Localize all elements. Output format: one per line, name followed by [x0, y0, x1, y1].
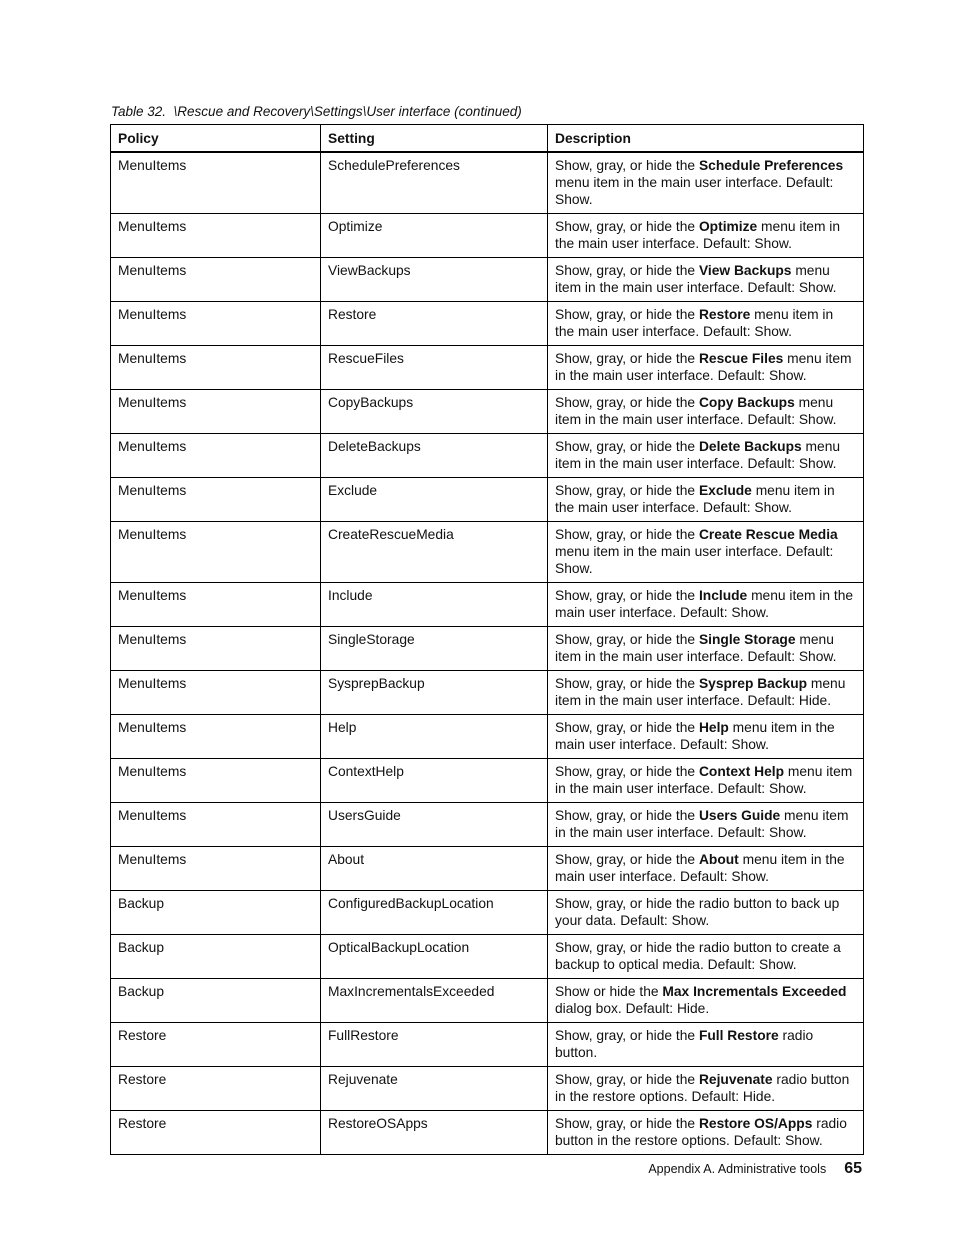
menu-item-name: Create Rescue Media — [698, 527, 838, 542]
setting-cell: SchedulePreferences — [321, 152, 548, 214]
setting-cell: About — [321, 847, 548, 891]
policy-cell: MenuItems — [111, 346, 321, 390]
menu-item-name: Exclude — [698, 483, 752, 498]
description-text: menu item in the main user interface. Default: Show. — [555, 263, 837, 295]
description-cell — [548, 759, 864, 803]
description-text: radio button. — [555, 1028, 814, 1060]
table-row — [111, 803, 864, 847]
table-row — [111, 847, 864, 891]
header-policy: Policy — [111, 125, 321, 153]
setting-cell: OpticalBackupLocation — [321, 935, 548, 979]
menu-item-name: Context Help — [698, 764, 785, 779]
description-text: Show, gray, or hide the — [555, 351, 699, 366]
description-text: menu item in the main user interface. Default: Hide. — [555, 676, 846, 708]
description-text: Show, gray, or hide the — [555, 158, 699, 173]
table-row — [111, 979, 864, 1023]
setting-cell: CopyBackups — [321, 390, 548, 434]
policy-cell: MenuItems — [111, 214, 321, 258]
description-cell — [548, 627, 864, 671]
setting-cell: Exclude — [321, 478, 548, 522]
menu-item-name: About — [698, 852, 739, 867]
description-text: menu item in the main user interface. Default: Show. — [555, 175, 834, 207]
table-row — [111, 434, 864, 478]
description-cell — [548, 214, 864, 258]
menu-item-name: Max Incrementals Exceeded — [662, 984, 847, 999]
policy-cell: Backup — [111, 979, 321, 1023]
table-row — [111, 583, 864, 627]
menu-item-name: Full Restore — [698, 1028, 779, 1043]
header-description: Description — [548, 125, 864, 153]
policy-cell: Restore — [111, 1067, 321, 1111]
description-cell — [548, 935, 864, 979]
table-row — [111, 1067, 864, 1111]
header-row — [111, 125, 864, 153]
policy-cell: MenuItems — [111, 847, 321, 891]
description-text: menu item in the main user interface. Default: Show. — [555, 808, 849, 840]
table-row — [111, 214, 864, 258]
description-text: Show, gray, or hide the — [555, 764, 699, 779]
setting-cell: Help — [321, 715, 548, 759]
setting-cell: Optimize — [321, 214, 548, 258]
policy-table — [110, 124, 864, 1155]
setting-cell: FullRestore — [321, 1023, 548, 1067]
table-header — [111, 125, 864, 153]
footer-chapter-title: Appendix A. Administrative tools — [648, 1162, 827, 1176]
description-cell — [548, 1111, 864, 1155]
description-cell — [548, 522, 864, 583]
menu-item-name: Sysprep Backup — [698, 676, 808, 691]
menu-item-name: Help — [698, 720, 729, 735]
table-row — [111, 522, 864, 583]
policy-cell: MenuItems — [111, 759, 321, 803]
description-cell — [548, 891, 864, 935]
description-text: Show, gray, or hide the — [555, 632, 699, 647]
description-text: Show or hide the — [555, 984, 663, 999]
header-setting: Setting — [321, 125, 548, 153]
table-row — [111, 759, 864, 803]
description-text: radio button in the restore options. Default: Show. — [555, 1116, 847, 1148]
policy-cell: Backup — [111, 891, 321, 935]
description-text: Show, gray, or hide the — [555, 1072, 699, 1087]
table-caption: Table 32. \Rescue and Recovery\Settings\User interface (continued) — [111, 104, 522, 119]
policy-cell: Restore — [111, 1023, 321, 1067]
description-text: Show, gray, or hide the — [555, 395, 699, 410]
description-cell — [548, 302, 864, 346]
setting-cell: DeleteBackups — [321, 434, 548, 478]
description-cell — [548, 847, 864, 891]
menu-item-name: Users Guide — [698, 808, 781, 823]
table-row — [111, 1111, 864, 1155]
policy-cell: MenuItems — [111, 390, 321, 434]
menu-item-name: Rejuvenate — [698, 1072, 773, 1087]
page-number: 65 — [844, 1160, 862, 1177]
description-text: Show, gray, or hide the — [555, 527, 699, 542]
policy-cell: MenuItems — [111, 671, 321, 715]
setting-cell: ViewBackups — [321, 258, 548, 302]
policy-cell: MenuItems — [111, 302, 321, 346]
description-text: Show, gray, or hide the — [555, 852, 699, 867]
setting-cell: UsersGuide — [321, 803, 548, 847]
description-text: menu item in the main user interface. Default: Show. — [555, 544, 834, 576]
description-cell — [548, 152, 864, 214]
table-row — [111, 671, 864, 715]
policy-cell: Restore — [111, 1111, 321, 1155]
table-row — [111, 152, 864, 214]
menu-item-name: Restore — [698, 307, 751, 322]
description-text: Show, gray, or hide the — [555, 808, 699, 823]
menu-item-name: View Backups — [698, 263, 792, 278]
page-footer — [648, 1160, 862, 1178]
description-text: menu item in the main user interface. Default: Show. — [555, 483, 835, 515]
menu-item-name: Restore OS/Apps — [698, 1116, 813, 1131]
setting-cell: SingleStorage — [321, 627, 548, 671]
description-text: menu item in the main user interface. Default: Show. — [555, 588, 854, 620]
description-text: menu item in the main user interface. Default: Show. — [555, 395, 837, 427]
setting-cell: RescueFiles — [321, 346, 548, 390]
description-cell — [548, 803, 864, 847]
description-text: Show, gray, or hide the — [555, 483, 699, 498]
description-cell — [548, 434, 864, 478]
description-text: Show, gray, or hide the — [555, 676, 699, 691]
description-cell — [548, 390, 864, 434]
policy-cell: MenuItems — [111, 627, 321, 671]
description-text: Show, gray, or hide the — [555, 1028, 699, 1043]
description-cell — [548, 1067, 864, 1111]
policy-cell: MenuItems — [111, 715, 321, 759]
table-row — [111, 390, 864, 434]
description-cell — [548, 715, 864, 759]
table-row — [111, 478, 864, 522]
description-text: menu item in the main user interface. Default: Show. — [555, 632, 837, 664]
description-text: menu item in the main user interface. Default: Show. — [555, 852, 845, 884]
policy-cell: MenuItems — [111, 522, 321, 583]
description-text: Show, gray, or hide the — [555, 439, 699, 454]
description-text: menu item in the main user interface. Default: Show. — [555, 439, 841, 471]
setting-cell: ContextHelp — [321, 759, 548, 803]
setting-cell: CreateRescueMedia — [321, 522, 548, 583]
table-row — [111, 302, 864, 346]
description-text: Show, gray, or hide the radio button to back up your data. Default: Show. — [555, 896, 840, 928]
table-row — [111, 891, 864, 935]
description-text: Show, gray, or hide the — [555, 1116, 699, 1131]
policy-cell: MenuItems — [111, 434, 321, 478]
table-body — [111, 152, 864, 1155]
description-text: Show, gray, or hide the — [555, 720, 699, 735]
menu-item-name: Include — [698, 588, 748, 603]
setting-cell: SysprepBackup — [321, 671, 548, 715]
setting-cell: Rejuvenate — [321, 1067, 548, 1111]
description-text: menu item in the main user interface. Default: Show. — [555, 720, 835, 752]
policy-cell: MenuItems — [111, 152, 321, 214]
setting-cell: RestoreOSApps — [321, 1111, 548, 1155]
menu-item-name: Single Storage — [698, 632, 796, 647]
description-cell — [548, 258, 864, 302]
table-row — [111, 935, 864, 979]
description-text: Show, gray, or hide the — [555, 219, 699, 234]
policy-cell: MenuItems — [111, 478, 321, 522]
policy-cell: MenuItems — [111, 803, 321, 847]
policy-cell: MenuItems — [111, 583, 321, 627]
setting-cell: Restore — [321, 302, 548, 346]
setting-cell: MaxIncrementalsExceeded — [321, 979, 548, 1023]
description-cell — [548, 346, 864, 390]
description-text: Show, gray, or hide the — [555, 588, 699, 603]
table-row — [111, 715, 864, 759]
menu-item-name: Copy Backups — [698, 395, 795, 410]
policy-cell: Backup — [111, 935, 321, 979]
setting-cell: ConfiguredBackupLocation — [321, 891, 548, 935]
menu-item-name: Schedule Preferences — [698, 158, 844, 173]
menu-item-name: Rescue Files — [698, 351, 784, 366]
description-text: menu item in the main user interface. Default: Show. — [555, 764, 853, 796]
description-cell — [548, 583, 864, 627]
description-cell — [548, 979, 864, 1023]
menu-item-name: Optimize — [698, 219, 758, 234]
description-text: Show, gray, or hide the — [555, 263, 699, 278]
setting-cell: Include — [321, 583, 548, 627]
description-text: menu item in the main user interface. Default: Show. — [555, 351, 852, 383]
description-text: Show, gray, or hide the radio button to create a backup to optical media. Default: Show. — [555, 940, 841, 972]
table-row — [111, 1023, 864, 1067]
description-text: menu item in the main user interface. Default: Show. — [555, 219, 841, 251]
table-row — [111, 258, 864, 302]
description-text: menu item in the main user interface. Default: Show. — [555, 307, 834, 339]
description-cell — [548, 478, 864, 522]
table-row — [111, 346, 864, 390]
menu-item-name: Delete Backups — [698, 439, 802, 454]
description-cell — [548, 1023, 864, 1067]
table-row — [111, 627, 864, 671]
policy-cell: MenuItems — [111, 258, 321, 302]
description-text: Show, gray, or hide the — [555, 307, 699, 322]
description-text: radio button in the restore options. Default: Hide. — [555, 1072, 850, 1104]
description-text: dialog box. Default: Hide. — [555, 1001, 710, 1016]
description-cell — [548, 671, 864, 715]
